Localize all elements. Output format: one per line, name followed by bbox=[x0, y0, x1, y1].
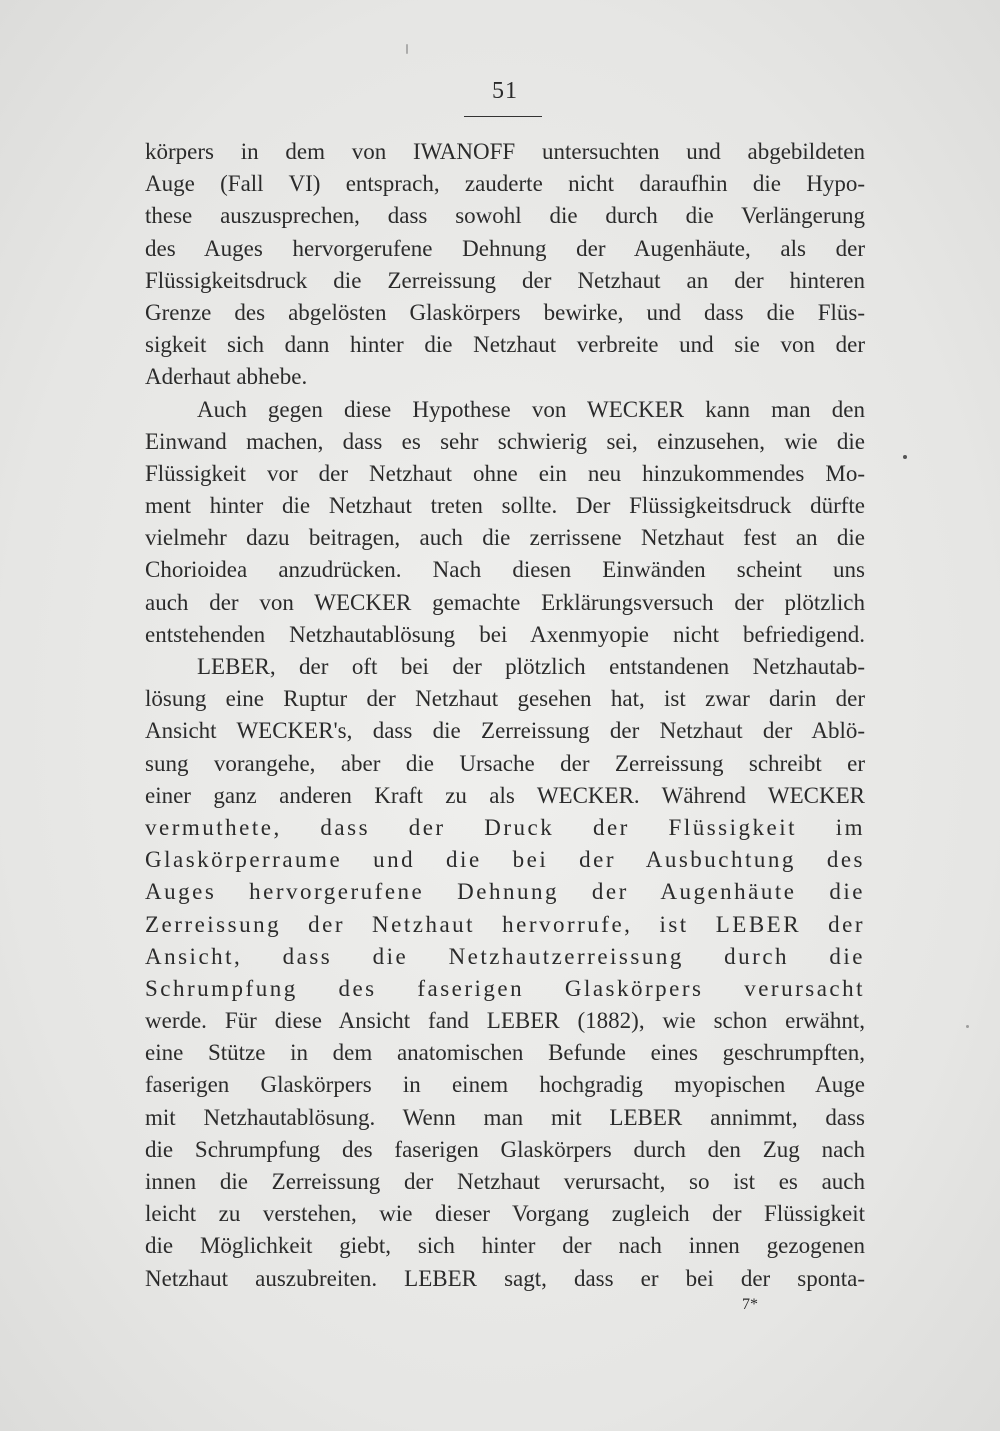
text-line: ment hinter die Netzhaut treten sollte. Der Flüssigkeitsdruck dürfte bbox=[145, 493, 865, 519]
ink-speck bbox=[406, 44, 408, 54]
ink-speck bbox=[903, 455, 907, 459]
text-line: Ansicht, dass die Netzhautzerreissung durch die bbox=[145, 943, 865, 969]
text-line: körpers in dem von IWANOFF untersuchten und abgebildeten bbox=[145, 139, 865, 164]
text-line: leicht zu verstehen, wie dieser Vorgang zugleich der Flüssigkeit bbox=[145, 1201, 865, 1227]
text-line: Flüssigkeit vor der Netzhaut ohne ein neu hinzukommendes Mo- bbox=[145, 460, 865, 486]
text-line: Schrumpfung des faserigen Glaskörpers verursacht bbox=[145, 975, 865, 1001]
text-line: einer ganz anderen Kraft zu als WECKER. Während WECKER bbox=[145, 782, 865, 808]
text-line: Grenze des abgelösten Glaskörpers bewirke, und dass die Flüs- bbox=[145, 299, 865, 325]
text-line: mit Netzhautablösung. Wenn man mit LEBER annimmt, dass bbox=[145, 1104, 865, 1130]
text-line: lösung eine Ruptur der Netzhaut gesehen hat, ist zwar darin der bbox=[145, 686, 865, 712]
text-line: Glaskörperraume und die bei der Ausbuchtung des bbox=[145, 847, 865, 873]
text-line: Netzhaut auszubreiten. LEBER sagt, dass er bei der sponta- bbox=[145, 1265, 865, 1291]
text-line: Chorioidea anzudrücken. Nach diesen Einwänden scheint uns bbox=[145, 557, 865, 583]
text-line: Auges hervorgerufene Dehnung der Augenhäute die bbox=[145, 879, 865, 905]
text-line: auch der von WECKER gemachte Erklärungsversuch der plötzlich bbox=[145, 589, 865, 615]
signature-mark: 7* bbox=[742, 1296, 758, 1313]
text-line: LEBER, der oft bei der plötzlich entstandenen Netzhautab- bbox=[197, 654, 865, 679]
text-line: Ansicht WECKER's, dass die Zerreissung der Netzhaut der Ablö- bbox=[145, 718, 865, 744]
text-line: Auch gegen diese Hypothese von WECKER kann man den bbox=[197, 396, 865, 422]
text-line: eine Stütze in dem anatomischen Befunde eines geschrumpften, bbox=[145, 1040, 865, 1066]
text-line: innen die Zerreissung der Netzhaut verursacht, so ist es auch bbox=[145, 1169, 865, 1194]
page-number: 51 bbox=[492, 78, 518, 104]
text-line: die Möglichkeit giebt, sich hinter der nach innen gezogenen bbox=[145, 1233, 865, 1259]
text-line: Flüssigkeitsdruck die Zerreissung der Netzhaut an der hinteren bbox=[145, 267, 865, 293]
text-line: werde. Für diese Ansicht fand LEBER (1882), wie schon erwähnt, bbox=[145, 1008, 865, 1034]
text-line: faserigen Glaskörpers in einem hochgradig myopischen Auge bbox=[145, 1072, 865, 1098]
text-line: vielmehr dazu beitragen, auch die zerrissene Netzhaut fest an die bbox=[145, 525, 865, 551]
text-line: Zerreissung der Netzhaut hervorrufe, ist LEBER der bbox=[145, 911, 865, 937]
header-rule bbox=[464, 116, 542, 117]
text-line: Aderhaut abhebe. bbox=[145, 364, 308, 390]
ink-speck bbox=[966, 1025, 969, 1028]
text-line: Einwand machen, dass es sehr schwierig sei, einzusehen, wie die bbox=[145, 428, 865, 454]
body-text bbox=[145, 136, 865, 1295]
text-line: sigkeit sich dann hinter die Netzhaut verbreite und sie von der bbox=[145, 332, 865, 358]
text-line: Auge (Fall VI) entsprach, zauderte nicht daraufhin die Hypo- bbox=[145, 171, 865, 197]
text-line: sung vorangehe, aber die Ursache der Zerreissung schreibt er bbox=[145, 750, 865, 776]
text-line: these auszusprechen, dass sowohl die durch die Verlängerung bbox=[145, 203, 865, 229]
text-line: die Schrumpfung des faserigen Glaskörpers durch den Zug nach bbox=[145, 1136, 865, 1162]
text-line: vermuthete, dass der Druck der Flüssigkeit im bbox=[145, 814, 865, 840]
text-line: entstehenden Netzhautablösung bei Axenmyopie nicht befriedigend. bbox=[145, 621, 865, 647]
text-line: des Auges hervorgerufene Dehnung der Augenhäute, als der bbox=[145, 235, 865, 261]
